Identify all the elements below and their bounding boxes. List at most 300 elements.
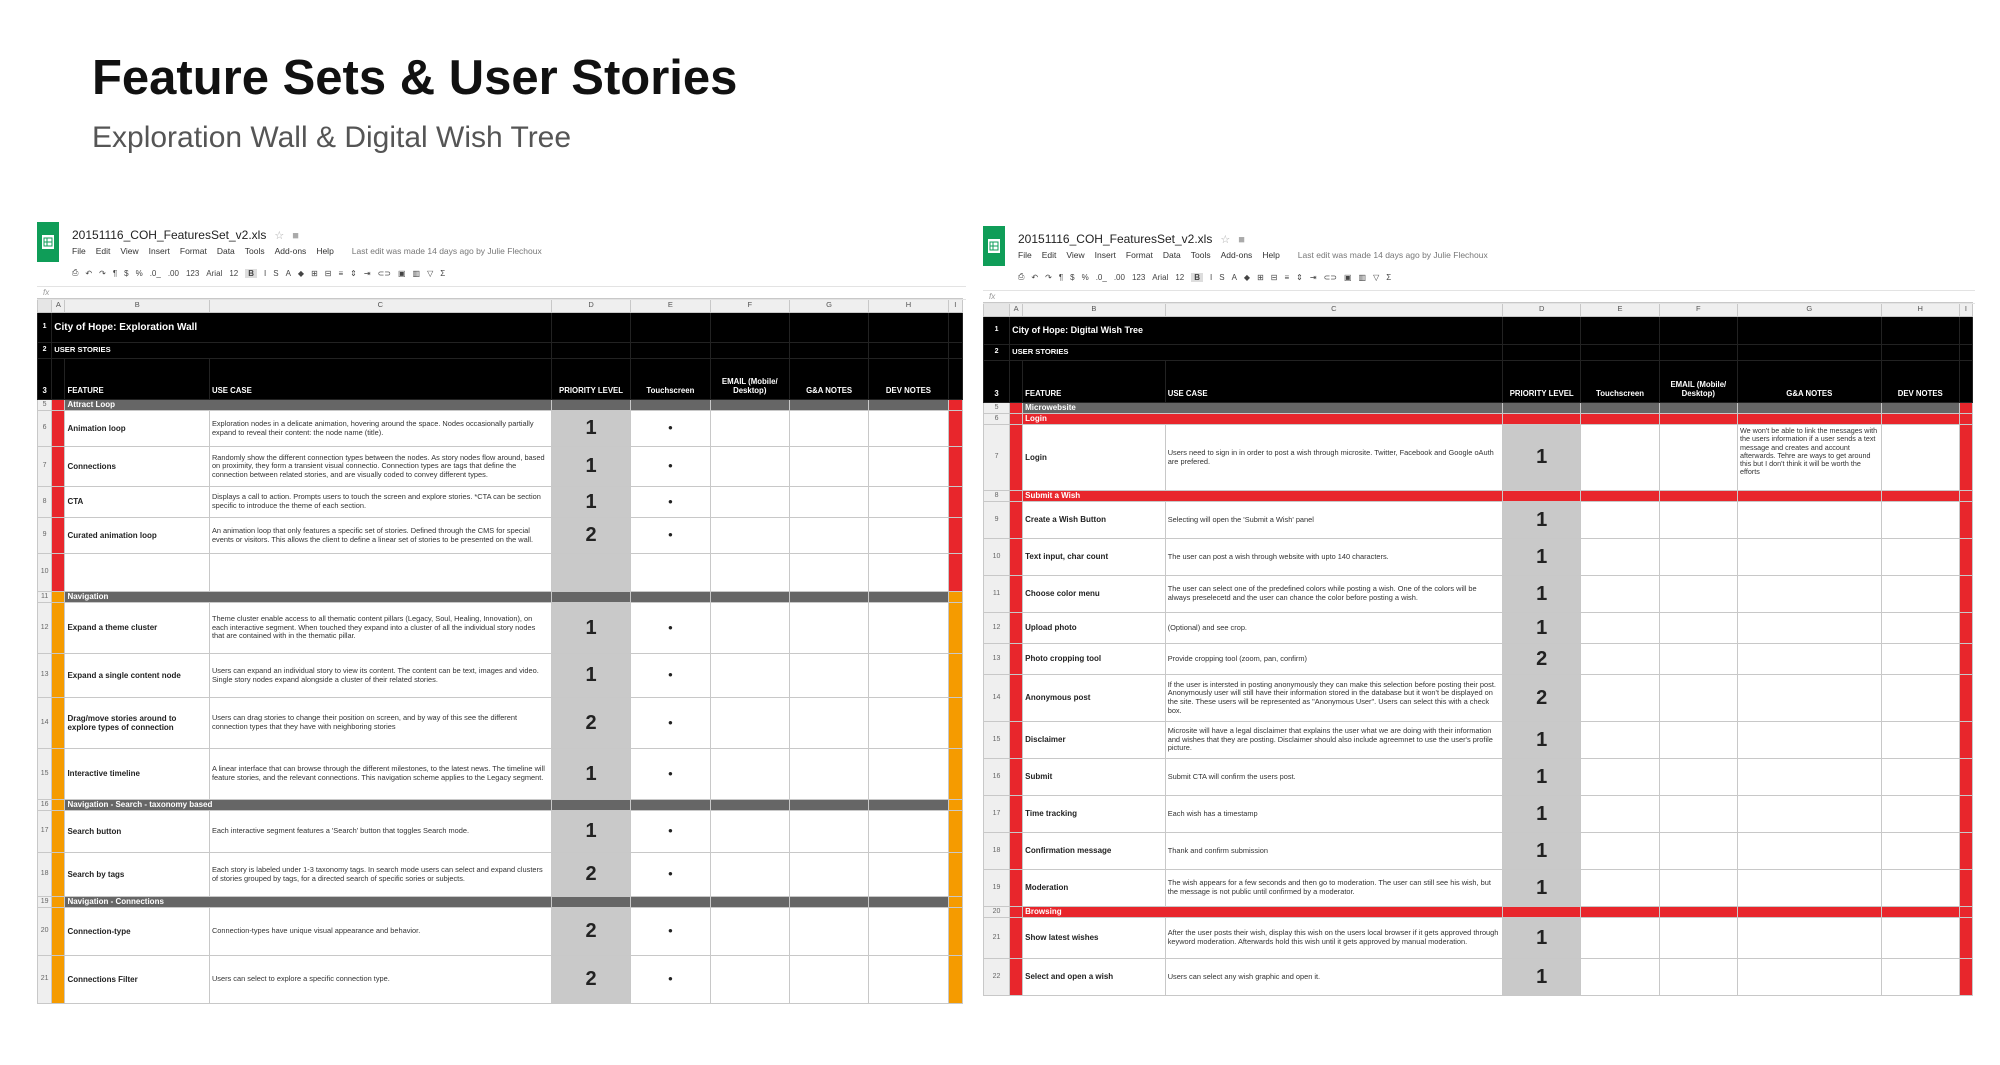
touchscreen-cell[interactable]: • (631, 518, 710, 554)
table-row[interactable] (984, 796, 1973, 833)
feature-cell[interactable]: Drag/move stories around to explore types of connection (65, 698, 209, 749)
functions-button[interactable]: Σ (1386, 272, 1392, 282)
feature-cell[interactable]: CTA (65, 487, 209, 518)
row-number[interactable]: 3 (38, 359, 52, 400)
section-row[interactable] (984, 414, 1973, 425)
link-icon[interactable]: ⊂⊃ (1323, 272, 1337, 282)
fill-color-icon[interactable]: ◆ (1243, 272, 1251, 282)
use-case-cell[interactable]: Provide cropping tool (zoom, pan, confirm) (1165, 644, 1502, 675)
chart-icon[interactable]: ▥ (1358, 272, 1367, 282)
col-header[interactable]: D (1503, 303, 1581, 317)
table-row[interactable] (984, 918, 1973, 959)
col-header[interactable]: G (1738, 303, 1882, 317)
use-case-cell[interactable]: A linear interface that can browse through the different milestones, to the latest news. The timeline will feature stories, and the relevant connections. This navigation scheme applies to the Legacy segment. (209, 749, 551, 800)
use-case-cell[interactable]: An animation loop that only features a specific set of stories. Defined through the CMS for special events or visitors. This allows the client to define a linear set of stories to be presented on the wall. (209, 518, 551, 554)
use-case-cell[interactable]: After the user posts their wish, display this wish on the users local browser if it gets approved through keyword moderation. Afterwards hold this wish until it gets approved by manual moderation. (1165, 918, 1502, 959)
row-number[interactable]: 22 (984, 959, 1010, 996)
text-color-button[interactable]: A (1231, 272, 1237, 282)
section-row[interactable] (984, 403, 1973, 414)
touchscreen-cell[interactable]: • (631, 956, 710, 1004)
section-submit-wish[interactable]: Submit a Wish (1023, 491, 1503, 502)
touchscreen-cell[interactable]: • (631, 908, 710, 956)
link-icon[interactable]: ⊂⊃ (377, 268, 391, 278)
feature-cell[interactable]: Disclaimer (1023, 722, 1166, 759)
row-number[interactable]: 11 (984, 576, 1010, 613)
col-header[interactable]: I (948, 299, 962, 313)
header-dev-notes[interactable]: DEV NOTES (869, 359, 948, 400)
use-case-cell[interactable]: Displays a call to action. Prompts users to touch the screen and explore stories. *CTA can be section specific to introduce the theme of each section. (209, 487, 551, 518)
touchscreen-cell[interactable]: • (631, 411, 710, 447)
col-header[interactable]: H (1881, 303, 1959, 317)
row-number[interactable]: 15 (38, 749, 52, 800)
use-case-cell[interactable]: Randomly show the different connection types between the nodes. As story nodes flow around, based on proximity, they form a transient visual connectio. Connection types are tags that define the connection between related stories, and are visually coded to convey different types. (209, 447, 551, 487)
ga-notes-cell[interactable]: We won't be able to link the messages with the users information if a user sends a text message and creates and account afterwards. Tehre are ways to get around this but I don't think it will be worth the efforts (1738, 425, 1882, 491)
section-navigation-connections[interactable]: Navigation - Connections (65, 897, 551, 908)
feature-cell[interactable]: Create a Wish Button (1023, 502, 1166, 539)
menu-addons[interactable]: Add-ons (274, 246, 307, 256)
section-attract-loop[interactable]: Attract Loop (65, 400, 551, 411)
use-case-cell[interactable]: Theme cluster enable access to all thematic content pillars (Legacy, Soul, Healing, Innovation), on each interactive segment. When touched they expand into a cluster of all the individual story nodes that are contained with in the thematic pillar. (209, 603, 551, 654)
row-number[interactable]: 7 (984, 425, 1010, 491)
use-case-cell[interactable]: Microsite will have a legal disclaimer that explains the user what we are doing with their information and wishes that they are posting. Disclaimer should also include agreemnet to use the user's profile picture. (1165, 722, 1502, 759)
row-number[interactable]: 21 (38, 956, 52, 1004)
menu-format[interactable]: Format (1125, 250, 1153, 260)
menu-file[interactable]: File (1018, 250, 1032, 260)
align-icon[interactable]: ≡ (1284, 272, 1290, 282)
section-row[interactable] (38, 400, 963, 411)
menu-tools[interactable]: Tools (244, 246, 265, 256)
row-number[interactable]: 13 (38, 654, 52, 698)
touchscreen-cell[interactable]: • (631, 603, 710, 654)
priority-cell[interactable]: 1 (1503, 870, 1581, 907)
col-header[interactable]: D (551, 299, 630, 313)
fill-color-icon[interactable]: ◆ (297, 268, 305, 278)
priority-cell[interactable]: 2 (551, 518, 630, 554)
sheets-logo-icon[interactable] (983, 226, 1005, 266)
user-stories-row[interactable] (984, 345, 1973, 361)
title-row[interactable] (38, 313, 963, 343)
col-header[interactable]: B (1023, 303, 1166, 317)
filter-icon[interactable]: ▽ (1373, 272, 1380, 282)
priority-cell[interactable]: 1 (1503, 576, 1581, 613)
currency-button[interactable]: $ (1070, 272, 1075, 282)
table-row[interactable] (984, 576, 1973, 613)
table-row[interactable] (38, 487, 963, 518)
table-row[interactable] (38, 908, 963, 956)
menu-data[interactable]: Data (216, 246, 235, 256)
feature-cell[interactable]: Text input, char count (1023, 539, 1166, 576)
more-formats-button[interactable]: 123 (1131, 272, 1146, 282)
borders-icon[interactable]: ⊞ (311, 268, 318, 278)
section-navigation-search[interactable]: Navigation - Search - taxonomy based (65, 800, 551, 811)
table-row[interactable] (38, 853, 963, 897)
table-row[interactable] (38, 518, 963, 554)
corner-cell[interactable] (38, 299, 52, 313)
col-header[interactable]: F (1659, 303, 1737, 317)
table-row[interactable] (984, 759, 1973, 796)
col-header[interactable]: B (65, 299, 209, 313)
italic-button[interactable]: I (264, 268, 267, 278)
priority-cell[interactable]: 1 (1503, 502, 1581, 539)
percent-button[interactable]: % (1081, 272, 1089, 282)
use-case-cell[interactable]: Thank and confirm submission (1165, 833, 1502, 870)
priority-cell[interactable]: 2 (551, 956, 630, 1004)
strikethrough-button[interactable]: S (273, 268, 279, 278)
user-stories-row[interactable] (38, 343, 963, 359)
paint-format-icon[interactable]: ¶ (1058, 272, 1064, 282)
header-ga-notes[interactable]: G&A NOTES (789, 359, 868, 400)
feature-cell[interactable]: Connection-type (65, 908, 209, 956)
row-number[interactable]: 1 (38, 313, 52, 343)
use-case-cell[interactable]: Each interactive segment features a 'Search' button that toggles Search mode. (209, 811, 551, 853)
use-case-cell[interactable]: Each story is labeled under 1-3 taxonomy tags. In search mode users can select and expand clusters of stories grouped by tags, for a directed search of specific sories or subjects. (209, 853, 551, 897)
row-number[interactable]: 5 (38, 400, 52, 411)
touchscreen-cell[interactable]: • (631, 447, 710, 487)
currency-button[interactable]: $ (124, 268, 129, 278)
use-case-cell[interactable]: The wish appears for a few seconds and then go to moderation. The user can still see his wish, but the message is not public until confirmed by a moderator. (1165, 870, 1502, 907)
strikethrough-button[interactable]: S (1219, 272, 1225, 282)
section-row[interactable] (38, 897, 963, 908)
table-row[interactable] (38, 811, 963, 853)
priority-cell[interactable]: 1 (551, 487, 630, 518)
print-icon[interactable]: ⎙ (1018, 272, 1025, 281)
sheets-logo-icon[interactable] (37, 222, 59, 262)
touchscreen-cell[interactable]: • (631, 654, 710, 698)
use-case-cell[interactable]: The user can post a wish through website with upto 140 characters. (1165, 539, 1502, 576)
table-row[interactable] (984, 613, 1973, 644)
row-number[interactable]: 5 (984, 403, 1010, 414)
row-number[interactable]: 18 (984, 833, 1010, 870)
section-login[interactable]: Login (1023, 414, 1503, 425)
use-case-cell[interactable]: Submit CTA will confirm the users post. (1165, 759, 1502, 796)
menu-file[interactable]: File (72, 246, 86, 256)
user-stories-label[interactable]: USER STORIES (52, 343, 552, 359)
row-number[interactable]: 17 (984, 796, 1010, 833)
row-number[interactable]: 2 (38, 343, 52, 359)
merge-icon[interactable]: ⊟ (1270, 272, 1278, 282)
row-number[interactable]: 1 (984, 317, 1010, 345)
priority-cell[interactable]: 1 (551, 811, 630, 853)
menu-insert[interactable]: Insert (1094, 250, 1116, 260)
feature-cell[interactable]: Expand a theme cluster (65, 603, 209, 654)
feature-cell[interactable]: Connections (65, 447, 209, 487)
col-header[interactable]: E (1581, 303, 1659, 317)
filter-icon[interactable]: ▽ (427, 268, 434, 278)
menu-edit[interactable]: Edit (1041, 250, 1057, 260)
priority-cell[interactable]: 1 (551, 603, 630, 654)
section-microwebsite[interactable]: Microwebsite (1023, 403, 1503, 414)
sheet-title-cell[interactable]: City of Hope: Digital Wish Tree (1010, 317, 1503, 345)
feature-cell[interactable]: Connections Filter (65, 956, 209, 1004)
table-row[interactable] (984, 502, 1973, 539)
table-row[interactable] (984, 959, 1973, 996)
valign-icon[interactable]: ⇕ (350, 268, 357, 278)
header-feature[interactable]: FEATURE (65, 359, 209, 400)
header-dev-notes[interactable]: DEV NOTES (1881, 361, 1959, 403)
feature-cell[interactable]: Submit (1023, 759, 1166, 796)
decrease-decimals-button[interactable]: .0_ (149, 268, 161, 278)
menu-insert[interactable]: Insert (148, 246, 170, 256)
file-name[interactable] (1018, 232, 1245, 246)
table-row[interactable] (984, 675, 1973, 722)
comment-icon[interactable]: ▣ (1343, 272, 1352, 282)
section-navigation[interactable]: Navigation (65, 592, 551, 603)
touchscreen-cell[interactable]: • (631, 811, 710, 853)
row-number[interactable]: 17 (38, 811, 52, 853)
row-number[interactable]: 9 (984, 502, 1010, 539)
borders-icon[interactable]: ⊞ (1257, 272, 1264, 282)
section-browsing[interactable]: Browsing (1023, 907, 1503, 918)
priority-cell[interactable]: 2 (551, 908, 630, 956)
row-number[interactable]: 12 (38, 603, 52, 654)
col-header[interactable]: C (209, 299, 551, 313)
font-select[interactable]: Arial (206, 268, 223, 278)
table-row[interactable] (38, 698, 963, 749)
merge-icon[interactable]: ⊟ (324, 268, 332, 278)
row-number[interactable]: 13 (984, 644, 1010, 675)
last-edit-text[interactable]: Last edit was made 14 days ago by Julie Flechoux (351, 246, 542, 256)
text-color-button[interactable]: A (285, 268, 291, 278)
header-feature[interactable]: FEATURE (1023, 361, 1166, 403)
align-icon[interactable]: ≡ (338, 268, 344, 278)
priority-cell[interactable]: 1 (1503, 959, 1581, 996)
section-row[interactable] (38, 592, 963, 603)
feature-cell[interactable]: Animation loop (65, 411, 209, 447)
table-row[interactable] (38, 447, 963, 487)
last-edit-text[interactable]: Last edit was made 14 days ago by Julie Flechoux (1297, 250, 1488, 260)
row-number[interactable]: 8 (38, 487, 52, 518)
font-select[interactable]: Arial (1152, 272, 1169, 282)
row-number[interactable]: 20 (38, 908, 52, 956)
use-case-cell[interactable]: Users can drag stories to change their position on screen, and by way of this see the different connection types that they have with neighboring stories (209, 698, 551, 749)
user-stories-label[interactable]: USER STORIES (1010, 345, 1503, 361)
menu-data[interactable]: Data (1162, 250, 1181, 260)
undo-icon[interactable]: ↶ (85, 268, 93, 278)
row-number[interactable]: 14 (38, 698, 52, 749)
feature-cell[interactable]: Photo cropping tool (1023, 644, 1166, 675)
row-number[interactable]: 8 (984, 491, 1010, 502)
feature-cell[interactable]: Interactive timeline (65, 749, 209, 800)
section-row[interactable] (38, 800, 963, 811)
priority-cell[interactable]: 1 (551, 749, 630, 800)
file-name[interactable] (72, 228, 299, 242)
header-row[interactable] (984, 361, 1973, 403)
star-icon[interactable]: ☆ (1220, 234, 1231, 246)
folder-icon[interactable]: ■ (1238, 234, 1245, 246)
col-header[interactable]: C (1165, 303, 1502, 317)
row-number[interactable]: 19 (984, 870, 1010, 907)
feature-cell[interactable]: Anonymous post (1023, 675, 1166, 722)
priority-cell[interactable]: 2 (1503, 644, 1581, 675)
use-case-cell[interactable]: Users can select any wish graphic and open it. (1165, 959, 1502, 996)
feature-cell[interactable]: Select and open a wish (1023, 959, 1166, 996)
header-email[interactable]: EMAIL (Mobile/ Desktop) (1659, 361, 1737, 403)
col-header[interactable]: I (1959, 303, 1972, 317)
priority-cell[interactable]: 1 (551, 447, 630, 487)
font-size-select[interactable]: 12 (229, 268, 239, 278)
table-row[interactable] (984, 425, 1973, 491)
comment-icon[interactable]: ▣ (397, 268, 406, 278)
formula-bar[interactable] (983, 290, 1975, 304)
col-header[interactable]: H (869, 299, 948, 313)
table-row[interactable] (38, 654, 963, 698)
use-case-cell[interactable]: Exploration nodes in a delicate animation, hovering around the space. Nodes occasionally partially expand to reveal their content: the node name (title). (209, 411, 551, 447)
row-number[interactable]: 20 (984, 907, 1010, 918)
menu-tools[interactable]: Tools (1190, 250, 1211, 260)
row-number[interactable]: 7 (38, 447, 52, 487)
feature-cell[interactable]: Expand a single content node (65, 654, 209, 698)
decrease-decimals-button[interactable]: .0_ (1095, 272, 1107, 282)
font-size-select[interactable]: 12 (1175, 272, 1185, 282)
priority-cell[interactable]: 1 (551, 411, 630, 447)
row-number[interactable]: 3 (984, 361, 1010, 403)
col-header[interactable]: G (789, 299, 868, 313)
menu-help[interactable]: Help (316, 246, 334, 256)
feature-cell[interactable]: Moderation (1023, 870, 1166, 907)
table-row[interactable] (984, 833, 1973, 870)
table-row[interactable] (38, 554, 963, 592)
table-row[interactable] (984, 539, 1973, 576)
wrap-icon[interactable]: ⇥ (363, 268, 371, 278)
priority-cell[interactable]: 2 (551, 853, 630, 897)
formula-bar[interactable] (37, 286, 966, 300)
header-row[interactable] (38, 359, 963, 400)
use-case-cell[interactable]: If the user is intersted in posting anonymously they can make this selection before posting their post. Anonymously user will still have their information stored in the database but it won't be displayed on the site. These users will be represented as "Anonymous User". Users can select this with a check box. (1165, 675, 1502, 722)
star-icon[interactable]: ☆ (274, 230, 285, 242)
row-number[interactable]: 9 (38, 518, 52, 554)
menu-format[interactable]: Format (179, 246, 207, 256)
col-header[interactable]: E (631, 299, 710, 313)
priority-cell[interactable]: 2 (551, 698, 630, 749)
priority-cell[interactable]: 1 (1503, 759, 1581, 796)
undo-icon[interactable]: ↶ (1031, 272, 1039, 282)
wrap-icon[interactable]: ⇥ (1309, 272, 1317, 282)
chart-icon[interactable]: ▥ (412, 268, 421, 278)
print-icon[interactable]: ⎙ (72, 268, 79, 277)
sheet-title-cell[interactable]: City of Hope: Exploration Wall (52, 313, 552, 343)
col-header[interactable]: A (52, 299, 65, 313)
header-email[interactable]: EMAIL (Mobile/ Desktop) (710, 359, 789, 400)
table-row[interactable] (984, 644, 1973, 675)
section-row[interactable] (984, 491, 1973, 502)
paint-format-icon[interactable]: ¶ (112, 268, 118, 278)
folder-icon[interactable]: ■ (292, 230, 299, 242)
use-case-cell[interactable]: Selecting will open the 'Submit a Wish' panel (1165, 502, 1502, 539)
use-case-cell[interactable]: Users need to sign in in order to post a wish through microsite. Twitter, Facebook and Google oAuth are prefered. (1165, 425, 1502, 491)
title-row[interactable] (984, 317, 1973, 345)
feature-cell[interactable]: Search button (65, 811, 209, 853)
table-row[interactable] (38, 411, 963, 447)
feature-cell[interactable]: Choose color menu (1023, 576, 1166, 613)
file-name-text[interactable]: 20151116_COH_FeaturesSet_v2.xls (72, 228, 267, 242)
use-case-cell[interactable]: The user can select one of the predefined colors while posting a wish. One of the colors will be always preselecetd and the user can chance the color before posting a wish. (1165, 576, 1502, 613)
row-number[interactable]: 2 (984, 345, 1010, 361)
priority-cell[interactable]: 1 (1503, 539, 1581, 576)
feature-cell[interactable]: Upload photo (1023, 613, 1166, 644)
row-number[interactable]: 16 (984, 759, 1010, 796)
header-use-case[interactable]: USE CASE (209, 359, 551, 400)
row-number[interactable]: 21 (984, 918, 1010, 959)
header-priority[interactable]: PRIORITY LEVEL (1503, 361, 1581, 403)
italic-button[interactable]: I (1210, 272, 1213, 282)
row-number[interactable]: 11 (38, 592, 52, 603)
table-row[interactable] (984, 870, 1973, 907)
table-row[interactable] (38, 749, 963, 800)
table-row[interactable] (38, 603, 963, 654)
col-header[interactable]: A (1010, 303, 1023, 317)
percent-button[interactable]: % (135, 268, 143, 278)
section-row[interactable] (984, 907, 1973, 918)
menu-view[interactable]: View (1066, 250, 1085, 260)
feature-cell[interactable]: Login (1023, 425, 1166, 491)
row-number[interactable]: 12 (984, 613, 1010, 644)
feature-cell[interactable]: Curated animation loop (65, 518, 209, 554)
priority-cell[interactable]: 1 (1503, 425, 1581, 491)
header-priority[interactable]: PRIORITY LEVEL (551, 359, 630, 400)
functions-button[interactable]: Σ (440, 268, 446, 278)
row-number[interactable]: 15 (984, 722, 1010, 759)
feature-cell[interactable]: Show latest wishes (1023, 918, 1166, 959)
priority-cell[interactable]: 1 (1503, 613, 1581, 644)
priority-cell[interactable]: 1 (1503, 796, 1581, 833)
more-formats-button[interactable]: 123 (185, 268, 200, 278)
header-ga-notes[interactable]: G&A NOTES (1738, 361, 1882, 403)
touchscreen-cell[interactable]: • (631, 487, 710, 518)
row-number[interactable]: 18 (38, 853, 52, 897)
priority-cell[interactable]: 1 (1503, 918, 1581, 959)
file-name-text[interactable]: 20151116_COH_FeaturesSet_v2.xls (1018, 232, 1213, 246)
priority-cell[interactable]: 1 (1503, 722, 1581, 759)
use-case-cell[interactable]: Users can select to explore a specific connection type. (209, 956, 551, 1004)
table-row[interactable] (984, 722, 1973, 759)
use-case-cell[interactable]: Connection-types have unique visual appearance and behavior. (209, 908, 551, 956)
row-number[interactable]: 10 (38, 554, 52, 592)
redo-icon[interactable]: ↷ (99, 268, 106, 278)
table-row[interactable] (38, 956, 963, 1004)
touchscreen-cell[interactable]: • (631, 853, 710, 897)
use-case-cell[interactable]: (Optional) and see crop. (1165, 613, 1502, 644)
corner-cell[interactable] (984, 303, 1010, 317)
menu-addons[interactable]: Add-ons (1220, 250, 1253, 260)
menu-view[interactable]: View (120, 246, 139, 256)
feature-cell[interactable]: Time tracking (1023, 796, 1166, 833)
use-case-cell[interactable]: Each wish has a timestamp (1165, 796, 1502, 833)
bold-button[interactable]: B (245, 269, 257, 278)
header-use-case[interactable]: USE CASE (1165, 361, 1502, 403)
priority-cell[interactable]: 1 (1503, 833, 1581, 870)
touchscreen-cell[interactable]: • (631, 698, 710, 749)
row-number[interactable]: 6 (38, 411, 52, 447)
row-number[interactable]: 14 (984, 675, 1010, 722)
feature-cell[interactable]: Confirmation message (1023, 833, 1166, 870)
row-number[interactable]: 6 (984, 414, 1010, 425)
menu-edit[interactable]: Edit (95, 246, 111, 256)
valign-icon[interactable]: ⇕ (1296, 272, 1303, 282)
priority-cell[interactable]: 1 (551, 654, 630, 698)
priority-cell[interactable]: 2 (1503, 675, 1581, 722)
row-number[interactable]: 10 (984, 539, 1010, 576)
feature-cell[interactable]: Search by tags (65, 853, 209, 897)
bold-button[interactable]: B (1191, 273, 1203, 282)
header-touchscreen[interactable]: Touchscreen (631, 359, 710, 400)
menu-help[interactable]: Help (1262, 250, 1280, 260)
row-number[interactable]: 16 (38, 800, 52, 811)
header-touchscreen[interactable]: Touchscreen (1581, 361, 1659, 403)
touchscreen-cell[interactable]: • (631, 749, 710, 800)
redo-icon[interactable]: ↷ (1045, 272, 1052, 282)
increase-decimals-button[interactable]: .00 (1113, 272, 1125, 282)
use-case-cell[interactable]: Users can expand an individual story to view its content. The content can be text, images and video. Single story nodes expand alongside a cluster of their related stories. (209, 654, 551, 698)
